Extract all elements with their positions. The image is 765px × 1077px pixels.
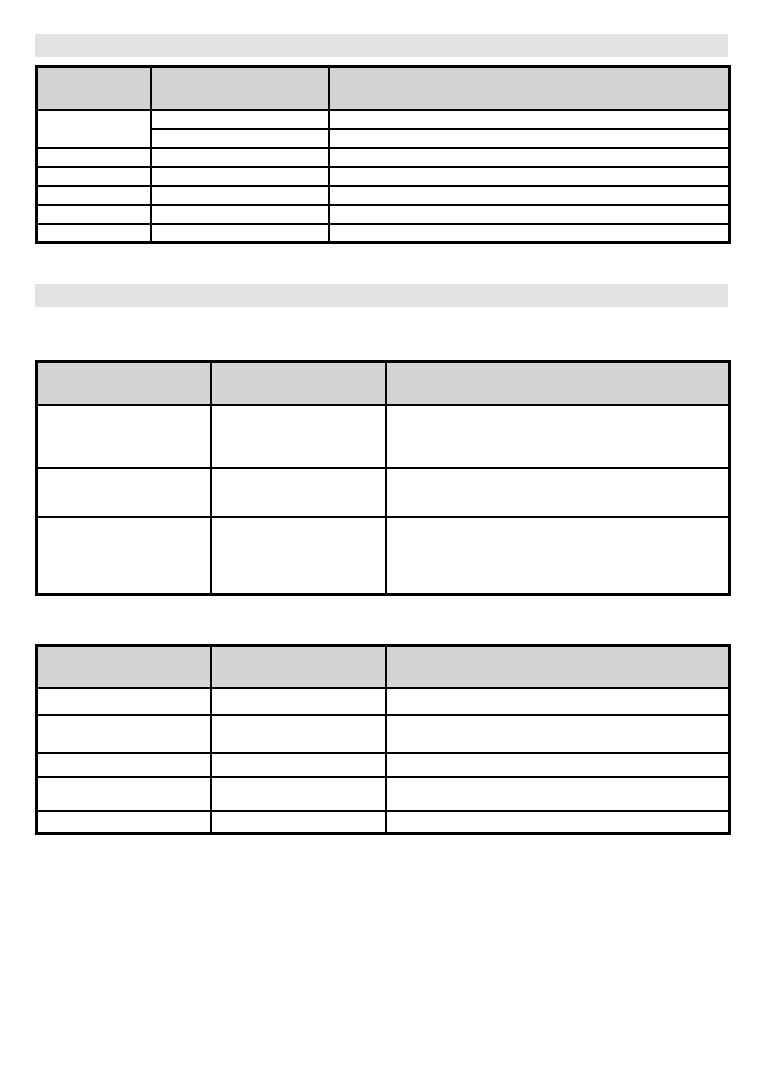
top-table [35, 65, 731, 244]
column-header-cell [386, 646, 730, 688]
table-cell [329, 148, 730, 167]
table-cell [211, 715, 386, 753]
table-cell [386, 405, 730, 468]
table-cell [151, 186, 329, 205]
table-cell [37, 405, 211, 468]
table-cell [211, 811, 386, 834]
column-header-cell [37, 362, 211, 405]
middle-table-header [37, 362, 730, 405]
table-cell-merged [37, 110, 151, 148]
bottom-table [35, 644, 731, 835]
table-cell [37, 148, 151, 167]
table-cell [211, 777, 386, 811]
table-cell [37, 468, 211, 517]
table-cell [386, 517, 730, 595]
middle-table [35, 360, 731, 596]
bottom-table-header [37, 646, 730, 688]
table-cell [151, 110, 329, 129]
table-cell [37, 753, 211, 777]
table-row [37, 224, 730, 243]
top-table-header [37, 67, 730, 110]
column-header-cell [37, 67, 151, 110]
table-cell [151, 167, 329, 186]
table-row [37, 205, 730, 224]
table-header-row [37, 646, 730, 688]
table-cell [37, 186, 151, 205]
table-row [37, 110, 730, 129]
table-cell [386, 688, 730, 715]
table-cell [329, 167, 730, 186]
table-cell [151, 148, 329, 167]
table-cell [329, 205, 730, 224]
table-cell [37, 517, 211, 595]
table-cell [211, 753, 386, 777]
column-header-cell [386, 362, 730, 405]
table-cell [386, 468, 730, 517]
table-row [37, 167, 730, 186]
table-cell [37, 167, 151, 186]
table-cell [211, 468, 386, 517]
table-row [37, 688, 730, 715]
table-row [37, 468, 730, 517]
table-cell [386, 777, 730, 811]
table-cell [386, 753, 730, 777]
table-cell [37, 811, 211, 834]
table-cell [329, 110, 730, 129]
table-row [37, 811, 730, 834]
table-cell [211, 688, 386, 715]
column-header-cell [329, 67, 730, 110]
table-cell [37, 715, 211, 753]
table-cell [37, 688, 211, 715]
section-header-bar-1 [35, 34, 728, 57]
table-cell [329, 224, 730, 243]
table-cell [329, 186, 730, 205]
table-cell [329, 129, 730, 148]
table-row [37, 148, 730, 167]
column-header-cell [211, 362, 386, 405]
column-header-cell [151, 67, 329, 110]
table-cell [211, 405, 386, 468]
column-header-cell [37, 646, 211, 688]
table-row [37, 186, 730, 205]
table-row [37, 753, 730, 777]
column-header-cell [211, 646, 386, 688]
table-cell [151, 205, 329, 224]
table-cell [37, 205, 151, 224]
table-cell [386, 811, 730, 834]
table-row [37, 715, 730, 753]
table-row [37, 405, 730, 468]
table-cell [151, 224, 329, 243]
table-cell [386, 715, 730, 753]
table-cell [37, 777, 211, 811]
table-cell [37, 224, 151, 243]
table-row [37, 777, 730, 811]
table-cell [151, 129, 329, 148]
table-header-row [37, 362, 730, 405]
section-header-bar-2 [35, 284, 728, 307]
table-cell [211, 517, 386, 595]
table-row [37, 517, 730, 595]
table-header-row [37, 67, 730, 110]
